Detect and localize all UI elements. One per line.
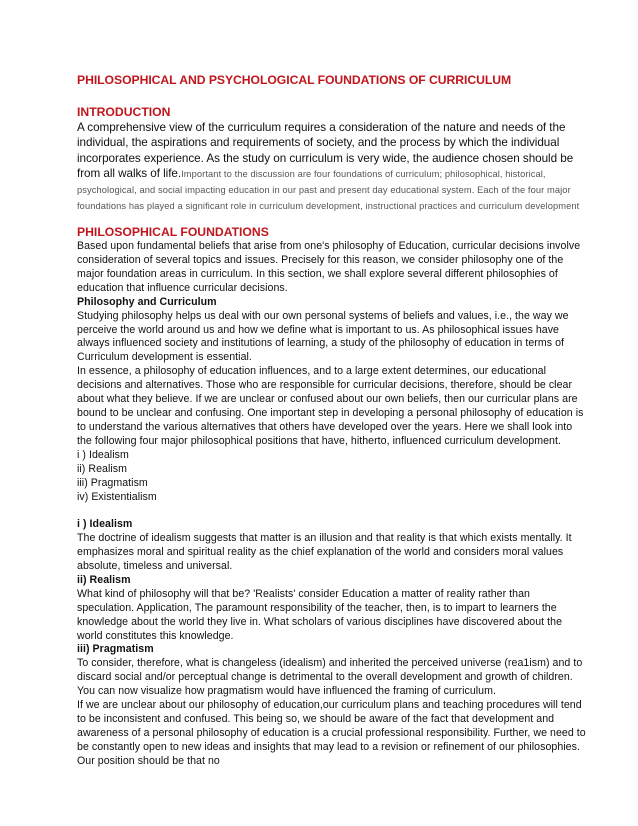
introduction-text-main: A comprehensive view of the curriculum requires a consideration of the nature and needs of the individual, the aspirations and requirements of society, and the process by which the individual incorporates experience. As the study on curriculum is very wide, the audience chosen should be from all walks of life.	[77, 121, 574, 180]
paragraph: The doctrine of idealism suggests that matter is an illusion and that reality is that which exists mentally. It emphasizes moral and spiritual reality as the chief explanation of the world and considers moral values absolute, timeless and universal.	[77, 531, 572, 572]
paragraph: Studying philosophy helps us deal with our own personal systems of beliefs and values, i.e., the way we perceive the world around us and how we define what is important to us. As philosophical issues have always influenced society and institutions of learning, a study of the philosophy of education in terms of Curriculum development is essential.	[77, 309, 569, 364]
introduction-heading: INTRODUCTION	[77, 105, 171, 119]
list-item: iv) Existentialism	[77, 490, 157, 503]
idealism-heading: i ) Idealism	[77, 517, 133, 530]
pragmatism-heading: iii) Pragmatism	[77, 643, 154, 656]
introduction-text-small: Important to the discussion are four foundations of curriculum; philosophical, historical, psychological, and social impacting education in our past and present day educational system. Each of the four major foundations has played a significant role in curriculum development, instructional practices and curriculum development	[77, 168, 580, 212]
philosophical-foundations-body	[77, 240, 588, 769]
philosophical-foundations-heading: PHILOSOPHICAL FOUNDATIONS	[77, 224, 269, 239]
list-item: i ) Idealism	[77, 449, 129, 462]
philosophy-curriculum-heading: Philosophy and Curriculum	[77, 295, 217, 308]
paragraph: In essence, a philosophy of education influences, and to a large extent determines, our educational decisions and alternatives. Those who are responsible for curricular decisions, therefore, should be clear about what they believe. If we are unclear or confused about our own beliefs, then our curricular plans are bound to be unclear and confusing. One important step in developing a personal philosophy of education is to understand the various alternatives that others have developed over the years. Here we shall look into the following four major philosophical positions that have, hitherto, influenced curriculum development.	[77, 365, 584, 448]
paragraph: If we are unclear about our philosophy of education,our curriculum plans and teaching procedures will tend to be inconsistent and confused. This being so, we should be aware of the fact that development and awareness of a personal philosophy of education is a crucial professional responsibility. Further, we need to be constantly open to new ideas and insights that may lead to a revision or refinement of our philosophies. Our position should be that no	[77, 699, 586, 768]
paragraph: To consider, therefore, what is changeless (idealism) and inherited the perceived universe (rea1ism) and to discard social and/or perceptual change is detrimental to the overall development and growth of children. You can now visualize how pragmatism would have influenced the framing of curriculum.	[77, 657, 583, 698]
paragraph: Based upon fundamental beliefs that arise from one's philosophy of Education, curricular decisions involve consideration of several topics and issues. Precisely for this reason, we consider philosophy one of the major foundation areas in curriculum. In this section, we shall explore several different philosophies of education that influence curricular decisions.	[77, 239, 581, 294]
realism-heading: ii) Realism	[77, 573, 131, 586]
introduction-text	[77, 120, 588, 215]
list-item: iii) Pragmatism	[77, 476, 148, 489]
spacer	[77, 505, 588, 518]
document-title: PHILOSOPHICAL AND PSYCHOLOGICAL FOUNDATIONS OF CURRICULUM	[77, 73, 512, 87]
list-item: ii) Realism	[77, 463, 127, 476]
paragraph: What kind of philosophy will that be? 'Realists' consider Education a matter of reality rather than speculation. Application, The paramount responsibility of the teacher, then, is to impart to learners the knowledge about the world they live in. What scholars of various disciplines have discovered about the world constitutes this knowledge.	[77, 587, 563, 642]
